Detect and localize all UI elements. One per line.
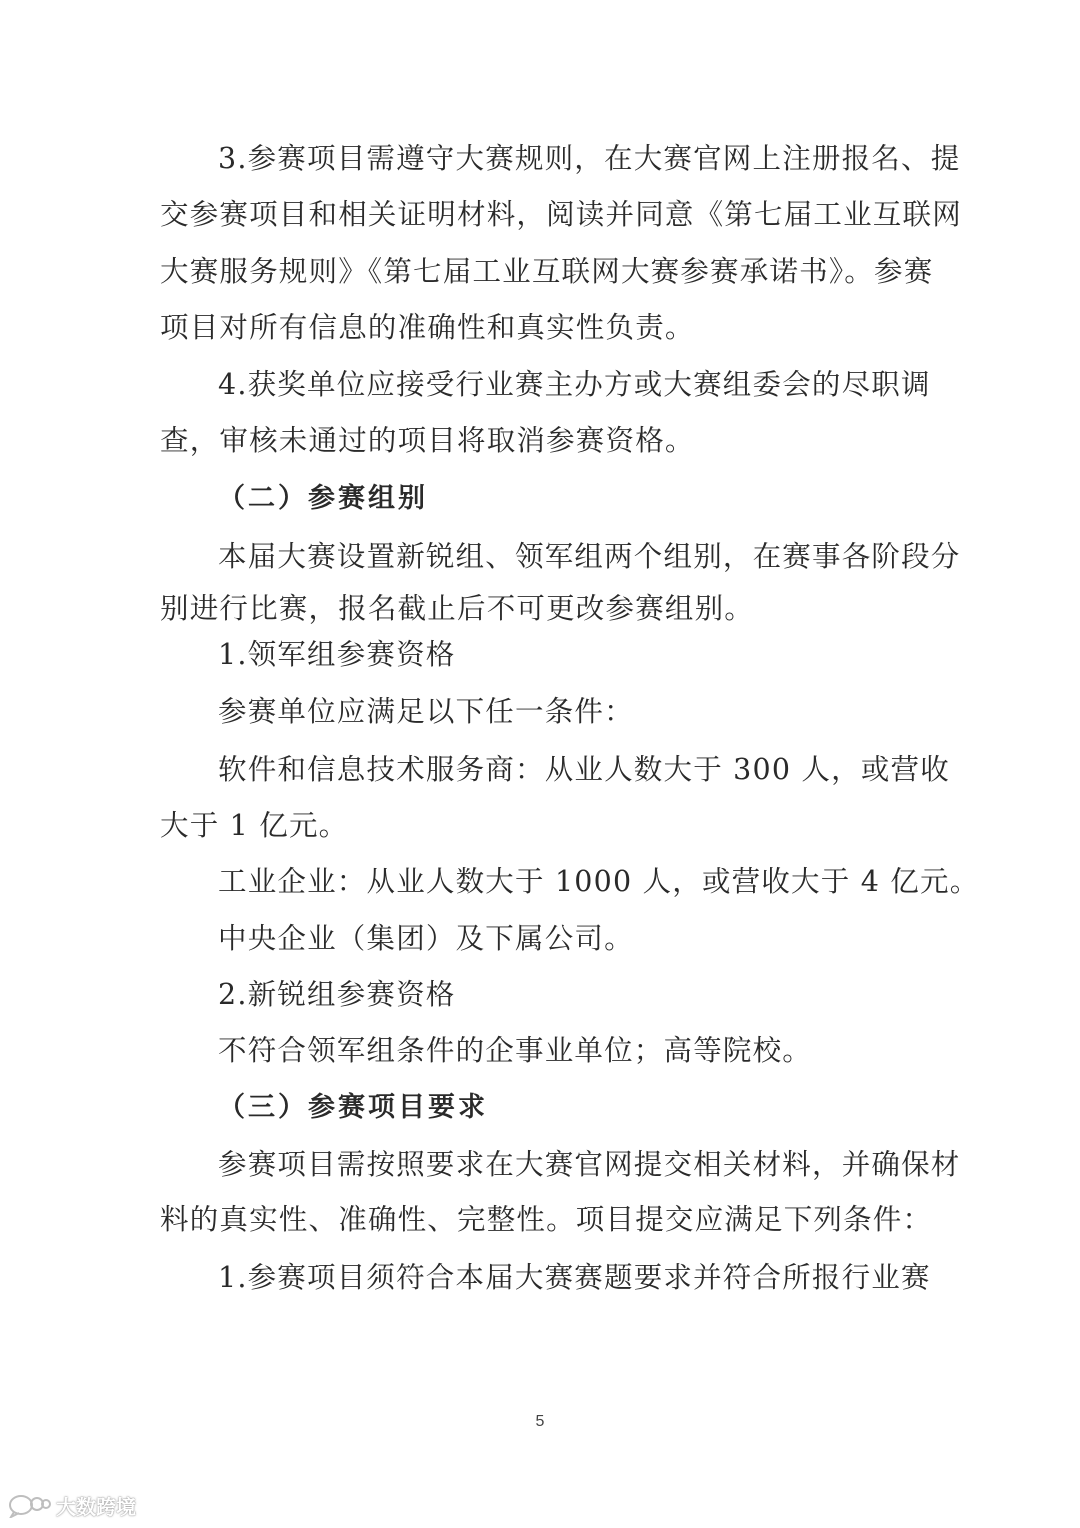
- paragraph-line: 大于 1 亿元。: [160, 809, 349, 842]
- subsection-heading: 1.领军组参赛资格: [218, 638, 456, 671]
- paragraph-line: 不符合领军组条件的企事业单位；高等院校。: [218, 1034, 813, 1067]
- paragraph-line: 料的真实性、准确性、完整性。项目提交应满足下列条件：: [160, 1203, 933, 1236]
- section-heading: （三）参赛项目要求: [218, 1092, 488, 1123]
- paragraph-line: 项目对所有信息的准确性和真实性负责。: [160, 311, 695, 344]
- paragraph-line: 交参赛项目和相关证明材料，阅读并同意《第七届工业互联网: [160, 198, 962, 231]
- paragraph-line: 本届大赛设置新锐组、领军组两个组别，在赛事各阶段分: [218, 540, 961, 573]
- paragraph-line: 4.获奖单位应接受行业赛主办方或大赛组委会的尽职调: [218, 368, 931, 401]
- paragraph-line: 3.参赛项目需遵守大赛规则，在大赛官网上注册报名、提: [218, 142, 961, 175]
- watermark: [8, 1490, 136, 1520]
- subsection-heading: 2.新锐组参赛资格: [218, 978, 456, 1011]
- paragraph-line: 参赛项目需按照要求在大赛官网提交相关材料，并确保材: [218, 1148, 961, 1181]
- paragraph-line: 参赛单位应满足以下任一条件：: [218, 695, 634, 728]
- paragraph-line: 查，审核未通过的项目将取消参赛资格。: [160, 424, 695, 457]
- paragraph-line: 中央企业（集团）及下属公司。: [218, 922, 634, 955]
- page-number: 5: [535, 1413, 545, 1430]
- watermark-text: 大数跨境: [56, 1494, 136, 1519]
- paragraph-line: 软件和信息技术服务商：从业人数大于 300 人，或营收: [218, 753, 950, 786]
- section-heading: （二）参赛组别: [218, 483, 428, 514]
- logo-bubble-icon: [8, 1492, 52, 1518]
- paragraph-line: 工业企业：从业人数大于 1000 人，或营收大于 4 亿元。: [218, 865, 980, 898]
- paragraph-line: 别进行比赛，报名截止后不可更改参赛组别。: [160, 592, 755, 625]
- paragraph-line: 1.参赛项目须符合本届大赛赛题要求并符合所报行业赛: [218, 1261, 931, 1294]
- paragraph-line: 大赛服务规则》《第七届工业互联网大赛参赛承诺书》。参赛: [160, 255, 934, 288]
